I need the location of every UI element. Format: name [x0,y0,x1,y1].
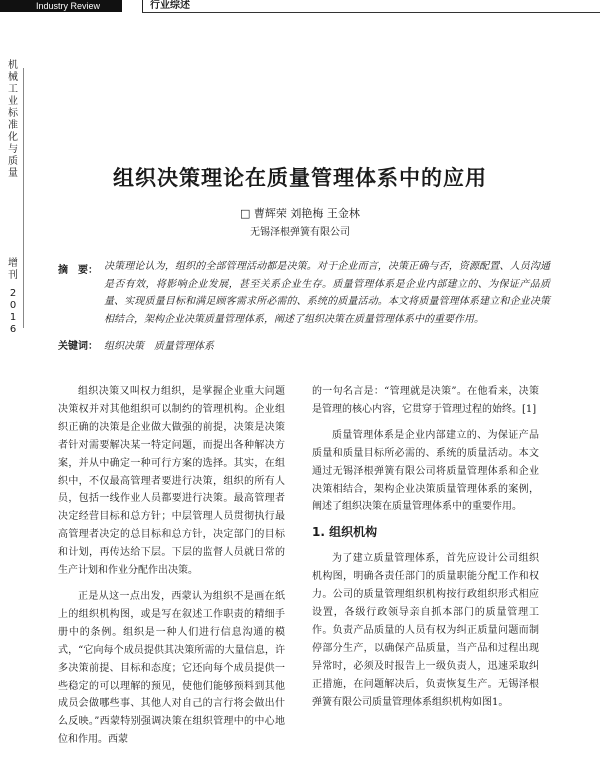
body-paragraph: 为了建立质量管理体系，首先应设计公司组织机构图，明确各责任部门的质量职能分配工作和权力。公司的质量管理组织机构按行政组织形式相应设置，各级行政领导亲自抓本部门的质量管理工作。负责产品质量的人员有权为纠正质量问题而制停部分生产，以确保产品质量，当产品和过程出现异常时，必须及时报告上一级负责人，迅速采取纠正措施，在问题解决后，负责恢复生产。无锡泽根弹簧有限公司质量管理体系组织机构如图1。 [312,553,539,708]
body-right-column [312,383,539,719]
body-paragraph: 的一句名言是：“管理就是决策”。在他看来，决策是管理的核心内容，它贯穿于管理过程的始终。[1] [312,386,539,415]
body-paragraph: 质量管理体系是企业内部建立的、为保证产品质量和质量目标所必需的、系统的质量活动。本文通过无锡泽根弹簧有限公司将质量管理体系和企业决策相结合，架构企业决策质量管理体系的案例，阐述了组织决策在质量管理体系中的重要作用。 [312,429,539,513]
article-affiliation: 无锡泽根弹簧有限公司 [250,227,350,238]
keywords-label: 关键词： [58,341,98,352]
issue-period: 增刊 [8,258,18,281]
article-authors: □ 曹辉荣 刘艳梅 王金林 [240,207,360,220]
journal-chinese-title: 机械工业标准化与质量 [8,60,18,179]
header-divider [142,0,143,12]
article-title: 组织决策理论在质量管理体系中的应用 [113,166,487,190]
side-divider [23,68,24,328]
header-rule [142,12,600,13]
keywords-text: 组织决策 质量管理体系 [104,341,214,352]
issue-year: 2016 [9,288,17,335]
journal-english-title: Industry Review [36,1,101,11]
body-paragraph: 正是从这一点出发，西蒙认为组织不是画在纸上的组织机构图，或是写在叙述工作职责的精细手册中的条例。组织是一种人们进行信息沟通的模式，“它向每个成员提供其决策所需的大量信息，许多决策前提、目标和态度；它还向每个成员提供一些稳定的可以理解的预见，使他们能够预料到其他成员会做哪些事、其他人对自己的言行将会做出什么反映。”西蒙特别强调决策在组织管理中的中心地位和作用。西蒙 [58,590,285,746]
page-header [0,0,600,12]
abstract-text: 决策理论认为，组织的全部管理活动都是决策。对于企业而言，决策正确与否，资源配置、人员沟通是否有效，将影响企业发展，甚至关系企业生存。质量管理体系是企业内部建立的、为保证产品质量、实现质量目标和满足顾客需求所必需的、系统的质量活动。本文将质量管理体系建立和企业决策相结合，架构企业决策质量管理体系，阐述了组织决策在质量管理体系中的重要作用。 [104,261,550,325]
abstract-label: 摘 要： [58,265,98,276]
body-left-column [58,383,285,757]
section-category: 行业综述 [150,0,190,11]
section-heading: 1. 组织机构 [312,525,378,540]
body-paragraph: 组织决策又叫权力组织，是掌握企业重大问题决策权并对其他组织可以制约的管理机构。企业组织正确的决策是企业做大做强的前提，决策是决策者针对需要解决某一特定问题，而提出各种解决方案，并从中确定一种可行方案的选择。其实，在组织中，不仅最高管理者要进行决策，组织的所有人员，包括一线作业人员都要进行决策。最高管理者决定经营目标和总方针；中层管理人员贯彻执行最高管理者决定的总目标和总方针，决定部门的目标和计划，再传达给下层。下层的监督人员就日常的生产计划和作业分配作出决策。 [58,386,285,577]
